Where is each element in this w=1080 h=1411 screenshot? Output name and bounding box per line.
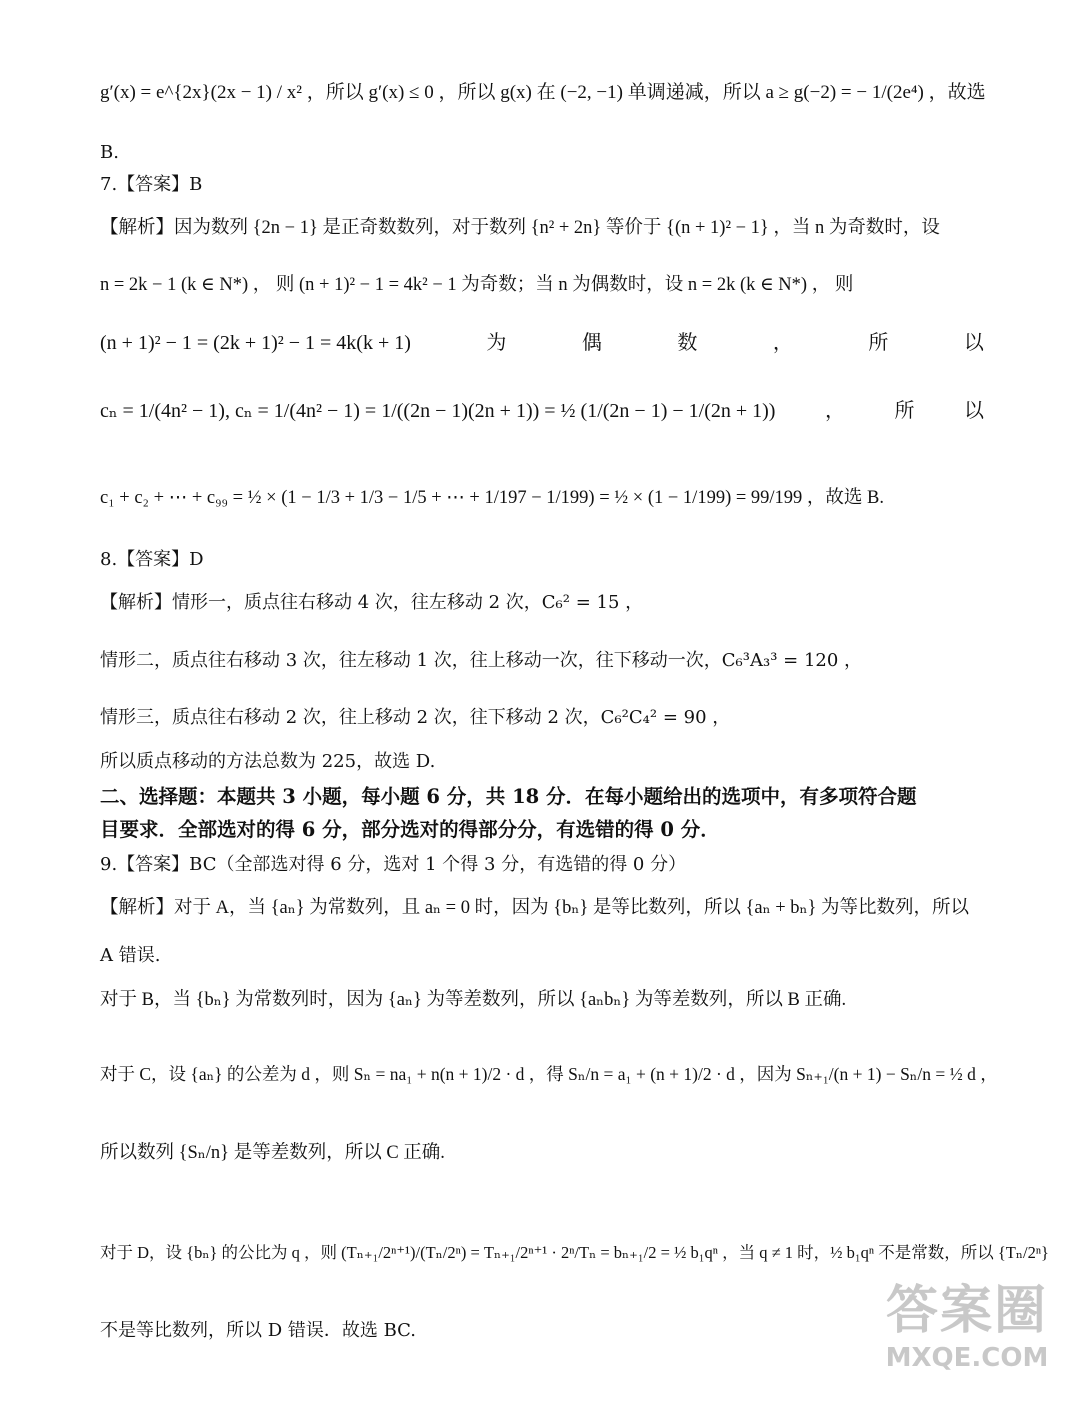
q6-formula-line [100, 80, 984, 106]
q7-analysis-1: 【解析】因为数列 {2n − 1} 是正奇数数列，对于数列 {n² + 2n} 等价于 {(n + 1)² − 1} ，当 n 为奇数时，设 [100, 218, 940, 238]
q7-l3-word: 所 [868, 332, 889, 354]
q7-l3-word: 数 [677, 332, 698, 354]
q7-l3-word: 以 [963, 332, 984, 354]
q6-tail: B. [100, 142, 119, 163]
site-watermark [872, 1281, 1062, 1391]
q7-l3-word: 偶 [581, 332, 602, 354]
q7-l3-word: ， [772, 332, 793, 354]
q7-answer: 7.【答案】B [100, 174, 203, 195]
q9-option-b: 对于 B，当 {bₙ} 为常数列时，因为 {aₙ} 为等差数列，所以 {aₙbₙ} 为等差数列，所以 B 正确. [100, 990, 847, 1010]
q7-l4-word: ， [824, 400, 845, 422]
q8-case-2: 情形二，质点往右移动 3 次，往左移动 1 次，往上移动一次，往下移动一次，C₆³A₃³ = 120 ， [100, 650, 863, 671]
q7-cn-formula: cₙ = 1/(4n² − 1), cₙ = 1/(4n² − 1) = 1/((2n − 1)(2n + 1)) = ½ (1/(2n − 1) − 1/(2n + 1)) [100, 400, 776, 422]
q7-analysis-4 [100, 398, 984, 424]
q6-condition: ，所以 g′(x) ≤ 0 ，所以 g(x) 在 (−2, −1) 单调递减，所以 a ≥ g(−2) = − 1/(2e⁴) ，故选 [306, 82, 986, 103]
q7-analysis-3 [100, 330, 984, 356]
q9-option-a-2: A 错误. [100, 945, 161, 966]
watermark-logo-text: 答案圈 [885, 1281, 1048, 1341]
q6-derivative: g′(x) = e^{2x}(2x − 1) / x² [100, 82, 302, 103]
q8-case-1: 【解析】情形一，质点往右移动 4 次，往左移动 2 次，C₆² = 15 ， [100, 592, 644, 613]
q7-l3-word: 为 [486, 332, 507, 354]
q9-option-a-1: 【解析】对于 A，当 {aₙ} 为常数列，且 aₙ = 0 时，因为 {bₙ} 是等比数列，所以 {aₙ + bₙ} 为等比数列，所以 [100, 898, 970, 918]
q9-option-d-2: 不是等比数列，所以 D 错误．故选 BC. [100, 1320, 417, 1341]
q8-answer: 8.【答案】D [100, 549, 204, 570]
watermark-url: MXQE.COM [885, 1343, 1049, 1373]
q8-total: 所以质点移动的方法总数为 225，故选 D. [100, 751, 436, 772]
q8-case-3: 情形三，质点往右移动 2 次，往上移动 2 次，往下移动 2 次，C₆²C₄² = 90 ， [100, 707, 731, 728]
section-2-heading-1: 二、选择题：本题共 3 小题，每小题 6 分，共 18 分．在每小题给出的选项中，有多项符合题 [100, 785, 917, 808]
section-2-heading-2: 目要求．全部选对的得 6 分，部分选对的得部分分，有选错的得 0 分． [100, 818, 720, 841]
q9-option-c-1: 对于 C，设 {aₙ} 的公差为 d ，则 Sₙ = na₁ + n(n + 1)/2 · d ，得 Sₙ/n = a₁ + (n + 1)/2 · d ，因为 Sₙ₊₁/(n + 1) − Sₙ/n = ½ d ， [100, 1064, 998, 1084]
q9-answer: 9.【答案】BC（全部选对得 6 分，选对 1 个得 3 分，有选错的得 0 分） [100, 854, 687, 875]
q7-sum: c₁ + c₂ + ⋯ + c₉₉ = ½ × (1 − 1/3 + 1/3 − 1/5 + ⋯ + 1/197 − 1/199) = ½ × (1 − 1/199) = 99/199 ，故选 B. [100, 488, 885, 508]
q7-l4-word: 以 [963, 400, 984, 422]
q9-option-c-2: 所以数列 {Sₙ/n} 是等差数列，所以 C 正确. [100, 1143, 445, 1163]
q7-l4-word: 所 [894, 400, 915, 422]
q7-analysis-2: n = 2k − 1 (k ∈ N*) ， 则 (n + 1)² − 1 = 4k² − 1 为奇数；当 n 为偶数时，设 n = 2k (k ∈ N*) ， 则 [100, 275, 854, 295]
q9-option-d-1: 对于 D，设 {bₙ} 的公比为 q ，则 (Tₙ₊₁/2ⁿ⁺¹)/(Tₙ/2ⁿ) = Tₙ₊₁/2ⁿ⁺¹ · 2ⁿ/Tₙ = bₙ₊₁/2 = ½ b₁qⁿ ，当 q ≠ 1 时，½ b₁qⁿ 不是常数，所以 {Tₙ/2ⁿ} [100, 1243, 1049, 1262]
q7-l3-formula: (n + 1)² − 1 = (2k + 1)² − 1 = 4k(k + 1) [100, 332, 411, 354]
